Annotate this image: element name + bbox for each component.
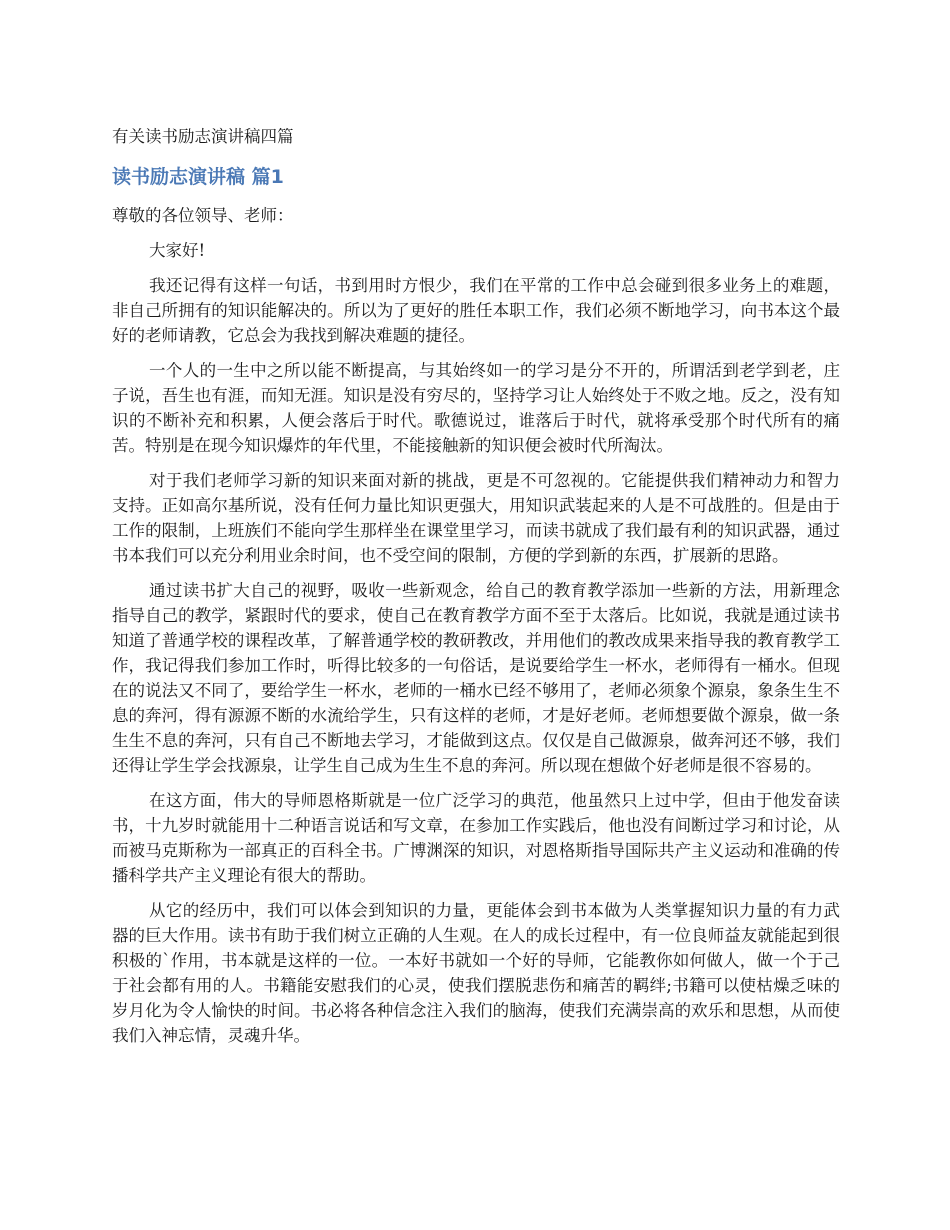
- section-heading: 读书励志演讲稿 篇1: [112, 166, 284, 188]
- body-paragraph: 一个人的一生中之所以能不断提高，与其始终如一的学习是分不开的，所谓活到老学到老，庄子说，吾生也有涯，而知无涯。知识是没有穷尽的，坚持学习让人始终处于不败之地。反之，没有知识的不断补充和积累，人便会落后于时代。歌德说过，谁落后于时代，就将承受那个时代所有的痛苦。特别是在现今知识爆炸的年代里，不能接触新的知识便会被时代所淘汰。: [112, 361, 840, 455]
- document-body: [112, 124, 840, 1058]
- document-title: 有关读书励志演讲稿四篇: [112, 127, 294, 146]
- body-paragraph: 通过读书扩大自己的视野，吸收一些新观念，给自己的教育教学添加一些新的方法，用新理念指导自己的教学，紧跟时代的要求，使自己在教育教学方面不至于太落后。比如说，我就是通过读书知道了普通学校的课程改革，了解普通学校的教研教改，并用他们的教改成果来指导我的教育教学工作，我记得我们参加工作时，听得比较多的一句俗话，是说要给学生一杯水，老师得有一桶水。但现在的说法又不同了，要给学生一杯水，老师的一桶水已经不够用了，老师必须象个源泉，象条生生不息的奔河，得有源源不断的水流给学生，只有这样的老师，才是好老师。老师想要做个源泉，做一条生生不息的奔河，只有自己不断地去学习，才能做到这点。仅仅是自己做源泉，做奔河还不够，我们还得让学生学会找源泉，让学生自己成为生生不息的奔河。所以现在想做个好老师是很不容易的。: [112, 581, 840, 775]
- salutation: 尊敬的各位领导、老师：: [112, 206, 294, 225]
- body-paragraph: 在这方面，伟大的导师恩格斯就是一位广泛学习的典范，他虽然只上过中学，但由于他发奋读书，十九岁时就能用十二种语言说话和写文章，在参加工作实践后，他也没有间断过学习和讨论，从而被马克斯称为一部真正的百科全书。广博渊深的知识，对恩格斯指导国际共产主义运动和准确的传播科学共产主义理论有很大的帮助。: [112, 791, 840, 885]
- greeting-paragraph: 大家好!: [149, 241, 206, 260]
- body-paragraph: 从它的经历中，我们可以体会到知识的力量，更能体会到书本做为人类掌握知识力量的有力武器的巨大作用。读书有助于我们树立正确的人生观。在人的成长过程中，有一位良师益友就能起到很积极的`作用，书本就是这样的一位。一本好书就如一个好的导师，它能教你如何做人，做一个于己于社会都有用的人。书籍能安慰我们的心灵，使我们摆脱悲伤和痛苦的羁绊;书籍可以使枯燥乏味的岁月化为令人愉快的时间。书必将各种信念注入我们的脑海，使我们充满崇高的欢乐和思想，从而使我们入神忘情，灵魂升华。: [112, 901, 840, 1045]
- body-paragraph: 我还记得有这样一句话，书到用时方恨少，我们在平常的工作中总会碰到很多业务上的难题，非自己所拥有的知识能解决的。所以为了更好的胜任本职工作，我们必须不断地学习，向书本这个最好的老师请教，它总会为我找到解决难题的捷径。: [112, 276, 840, 345]
- body-paragraph: 对于我们老师学习新的知识来面对新的挑战，更是不可忽视的。它能提供我们精神动力和智力支持。正如高尔基所说，没有任何力量比知识更强大，用知识武装起来的人是不可战胜的。但是由于工作的限制，上班族们不能向学生那样坐在课堂里学习，而读书就成了我们最有利的知识武器，通过书本我们可以充分利用业余时间，也不受空间的限制，方便的学到新的东西，扩展新的思路。: [112, 471, 840, 565]
